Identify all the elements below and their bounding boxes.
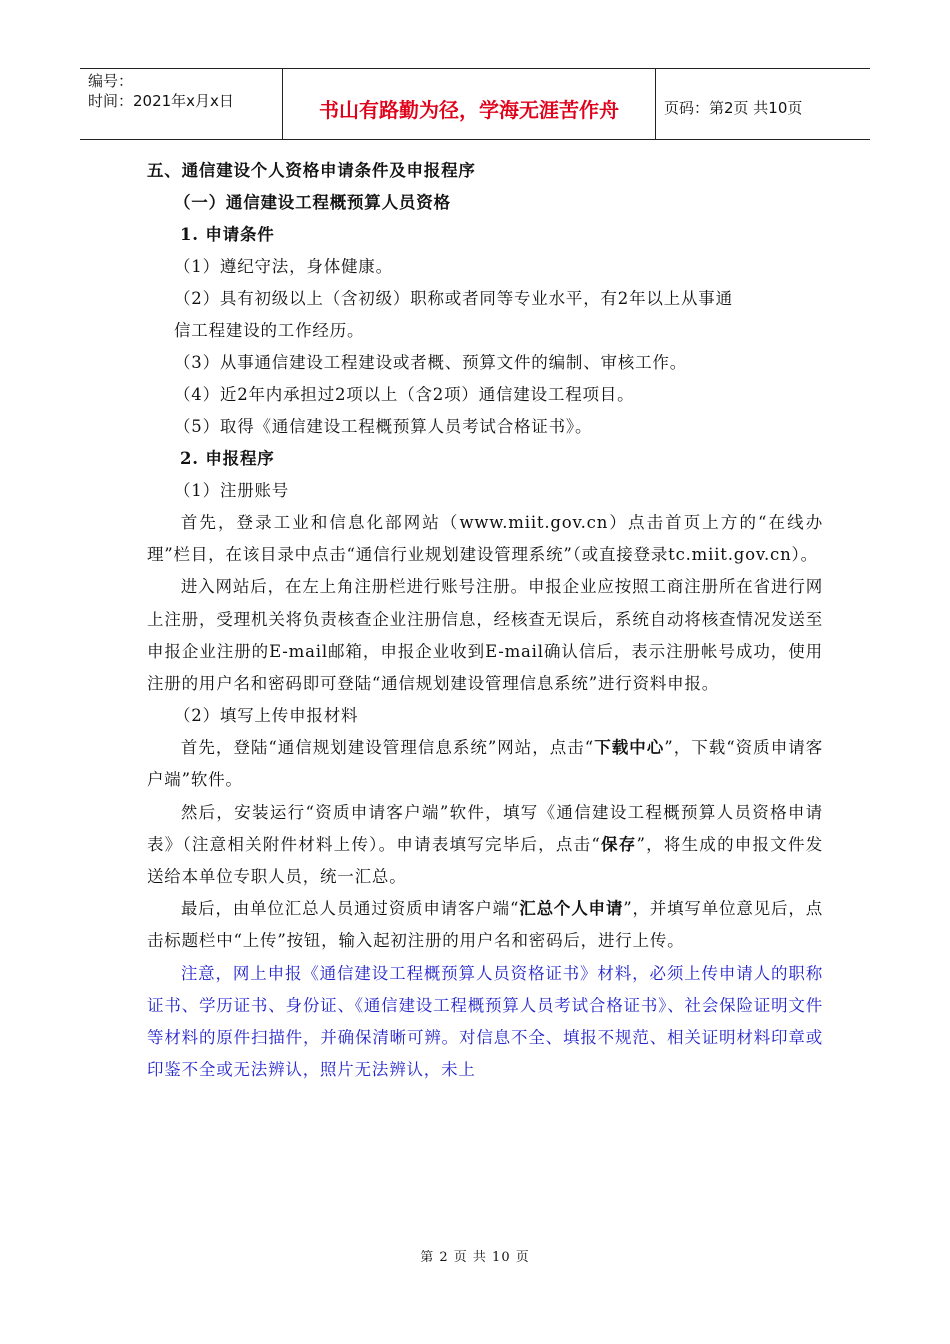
condition-2-line-1: （2）具有初级以上（含初级）职称或者同等专业水平，有2年以上从事通 [174,289,733,308]
text-span: ”，并填写单位意见后，点击标题栏中“上传”按钮，输入起初注册的用户名和密码后，进行上传。 [147,899,823,951]
condition-2-line-2: 信工程建设的工作经历。 [174,321,365,340]
document-body [147,155,823,1086]
header-page-code: 页码：第2页 共10页 [664,98,803,117]
step-2-paragraph-3 [147,893,823,957]
text-span: 最后，由单位汇总人员通过资质申请客户端“ [180,899,520,919]
condition-1: （1）遵纪守法，身体健康。 [174,257,393,276]
save-emphasis: 保存 [600,834,637,854]
page-footer: 第 2 页 共 10 页 [420,1250,530,1265]
summary-emphasis: 汇总个人申请 [519,899,624,919]
note-paragraph: 注意，网上申报《通信建设工程概预算人员资格证书》材料，必须上传申请人的职称证书、学历证书、身份证、《通信建设工程概预算人员考试合格证书》、社会保险证明文件等材料的原件扫描件，并确保清晰可辨。对信息不全、填报不规范、相关证明材料印章或印鉴不全或无法辨认，照片无法辨认，未上 [147,963,823,1080]
subsection-title: （一）通信建设工程概预算人员资格 [174,193,451,212]
section-title: 五、通信建设个人资格申请条件及申报程序 [147,161,476,180]
item-2-title: 2. 申报程序 [180,449,275,468]
step-2-paragraph-1 [147,732,823,796]
step-1-paragraph-2: 进入网站后，在左上角注册栏进行账号注册。申报企业应按照工商注册所在省进行网上注册，受理机关将负责核查企业注册信息，经核查无误后，系统自动将核查情况发送至申报企业注册的E-mail邮箱，申报企业收到E-mail确认信后，表示注册帐号成功，使用注册的用户名和密码即可登陆“通信规划建设管理信息系统”进行资料申报。 [147,577,823,694]
step-1-paragraph-1: 首先，登录工业和信息化部网站（www.miit.gov.cn）点击首页上方的“在线办理”栏目，在该目录中点击“通信行业规划建设管理系统”（或直接登录tc.miit.gov.cn）。 [147,513,823,565]
step-1-title: （1）注册账号 [174,481,290,500]
step-2-title: （2）填写上传申报材料 [174,706,359,726]
header-motto: 书山有路勤为径，学海无涯苦作舟 [282,69,656,139]
condition-5: （5）取得《通信建设工程概预算人员考试合格证书》。 [174,417,593,436]
text-span: 然后，安装运行“资质申请客户端”软件，填写《通信建设工程概预算人员资格申请表》（注意相关附件材料上传）。申请表填写完毕后，点击“ [147,802,823,854]
item-1-title: 1. 申请条件 [180,225,275,244]
download-center-emphasis: 下载中心 [594,738,665,758]
text-span: ”，将生成的申报文件发送给本单位专职人员，统一汇总。 [147,834,823,887]
text-span: 首先，登陆“通信规划建设管理信息系统”网站，点击“ [180,738,595,758]
page-header [80,68,870,140]
condition-3: （3）从事通信建设工程建设或者概、预算文件的编制、审核工作。 [174,353,687,372]
step-2-paragraph-2 [147,797,823,894]
header-meta [80,69,282,139]
document-time-label: 时间：2021年x月x日 [88,92,234,110]
text-span: ”，下载“资质申请客户端”软件。 [147,738,823,790]
document-number-label: 编号： [88,72,134,90]
condition-4: （4）近2年内承担过2项以上（含2项）通信建设工程项目。 [174,385,635,404]
